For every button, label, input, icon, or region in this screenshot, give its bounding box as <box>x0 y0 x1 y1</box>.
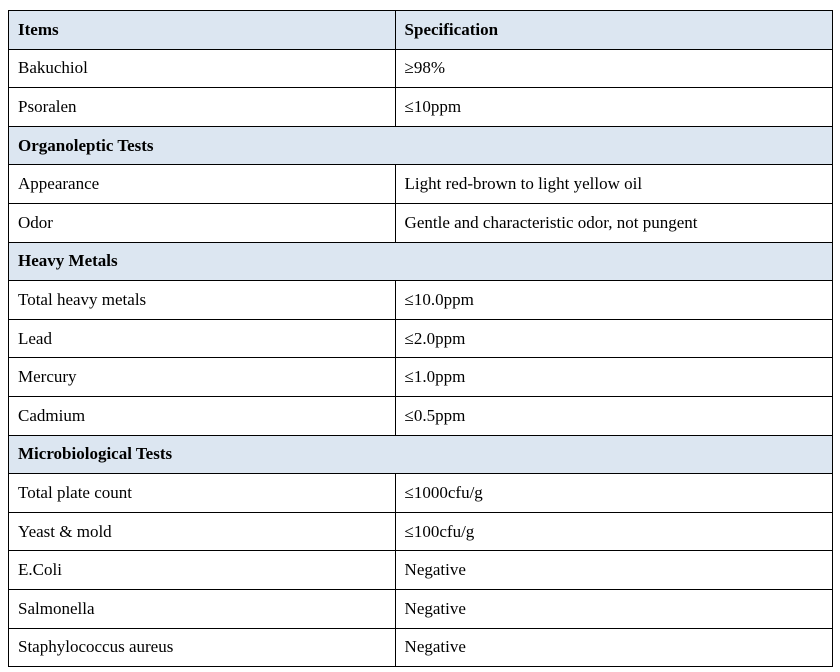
item-cell: E.Coli <box>9 551 396 590</box>
table-row <box>9 49 833 88</box>
section-row-microbiological <box>9 435 833 474</box>
spec-cell: Negative <box>395 589 832 628</box>
spec-cell: ≤100cfu/g <box>395 512 832 551</box>
section-row-heavy-metals <box>9 242 833 281</box>
spec-cell: ≤1.0ppm <box>395 358 832 397</box>
item-cell: Psoralen <box>9 88 396 127</box>
table-row <box>9 203 833 242</box>
table-row <box>9 474 833 513</box>
table-row <box>9 319 833 358</box>
specification-table <box>8 10 833 667</box>
table-row <box>9 396 833 435</box>
section-row-organoleptic <box>9 126 833 165</box>
header-items: Items <box>9 11 396 50</box>
table-row <box>9 88 833 127</box>
spec-cell: ≤2.0ppm <box>395 319 832 358</box>
item-cell: Salmonella <box>9 589 396 628</box>
spec-cell: ≤10ppm <box>395 88 832 127</box>
table-row <box>9 165 833 204</box>
table-row <box>9 358 833 397</box>
item-cell: Total plate count <box>9 474 396 513</box>
section-label: Organoleptic Tests <box>9 126 833 165</box>
section-label: Heavy Metals <box>9 242 833 281</box>
item-cell: Appearance <box>9 165 396 204</box>
spec-cell: ≤1000cfu/g <box>395 474 832 513</box>
spec-cell: Negative <box>395 551 832 590</box>
item-cell: Odor <box>9 203 396 242</box>
item-cell: Cadmium <box>9 396 396 435</box>
item-cell: Mercury <box>9 358 396 397</box>
section-label: Microbiological Tests <box>9 435 833 474</box>
table-row <box>9 628 833 667</box>
table-row <box>9 589 833 628</box>
spec-cell: ≤10.0ppm <box>395 281 832 320</box>
spec-cell: Negative <box>395 628 832 667</box>
table-row <box>9 512 833 551</box>
spec-cell: Gentle and characteristic odor, not pungent <box>395 203 832 242</box>
spec-cell: ≤0.5ppm <box>395 396 832 435</box>
table-row <box>9 551 833 590</box>
item-cell: Bakuchiol <box>9 49 396 88</box>
item-cell: Total heavy metals <box>9 281 396 320</box>
table-header-row <box>9 11 833 50</box>
spec-cell: Light red-brown to light yellow oil <box>395 165 832 204</box>
item-cell: Lead <box>9 319 396 358</box>
header-specification: Specification <box>395 11 832 50</box>
item-cell: Yeast & mold <box>9 512 396 551</box>
item-cell: Staphylococcus aureus <box>9 628 396 667</box>
table-row <box>9 281 833 320</box>
spec-cell: ≥98% <box>395 49 832 88</box>
